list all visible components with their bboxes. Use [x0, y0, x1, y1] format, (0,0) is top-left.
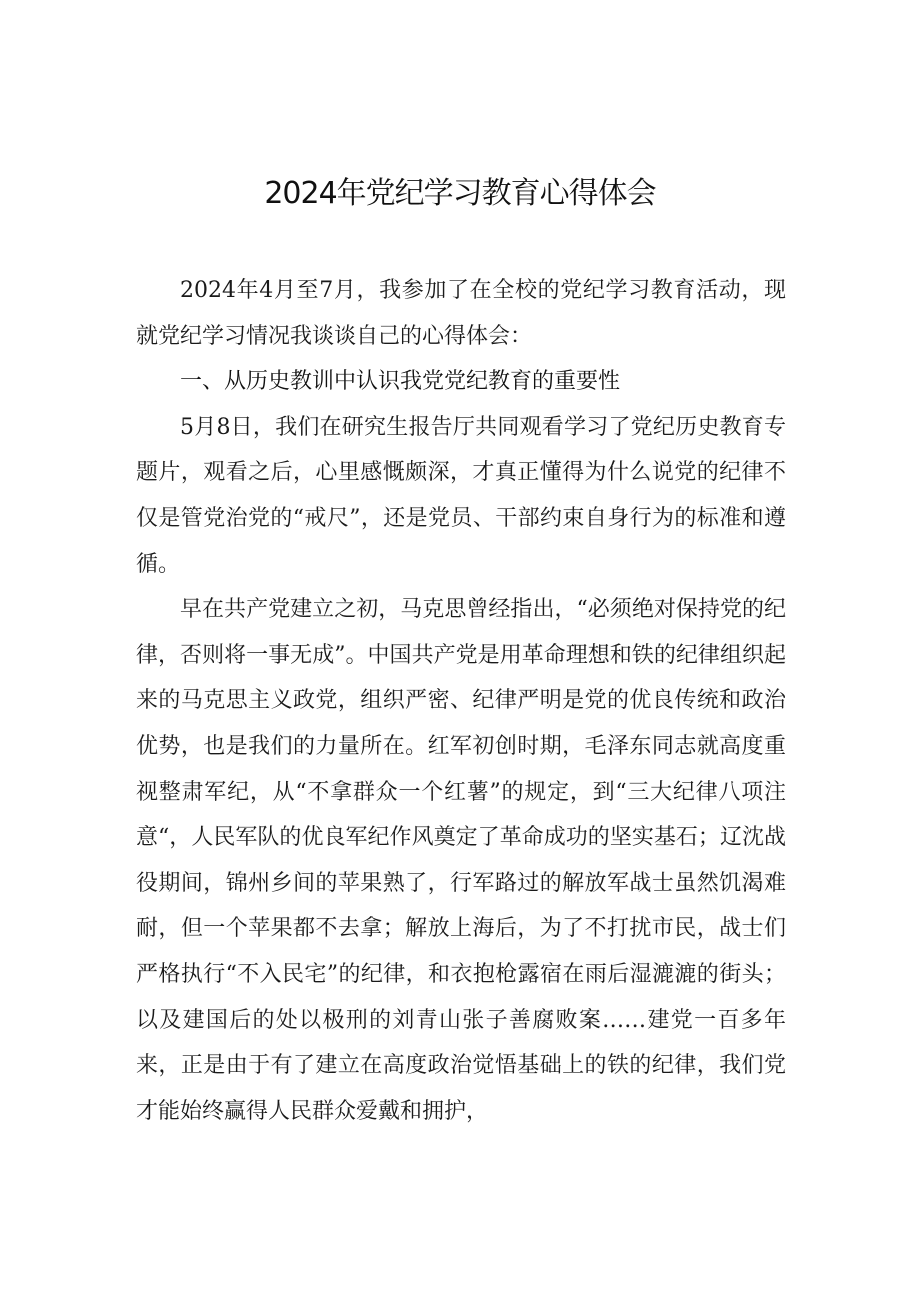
intro-paragraph: 2024年4月至7月，我参加了在全校的党纪学习教育活动，现就党纪学习情况我谈谈自己的心得体会： [136, 278, 786, 349]
document-title: 2024年党纪学习教育心得体会 [264, 176, 656, 211]
body-paragraph-1: 5月8日，我们在研究生报告厅共同观看学习了党纪历史教育专题片，观看之后，心里感慨颇深，才真正懂得为什么说党的纪律不仅是管党治党的“戒尺”，还是党员、干部约束自身行为的标准和遵循。 [136, 414, 786, 577]
body-paragraph-2: 早在共产党建立之初，马克思曾经指出，“必须绝对保持党的纪律，否则将一事无成”。中国共产党是用革命理想和铁的纪律组织起来的马克思主义政党，组织严密、纪律严明是党的优良传统和政治优势，也是我们的力量所在。红军初创时期，毛泽东同志就高度重视整肃军纪，从“不拿群众一个红薯”的规定，到“三大纪律八项注意“，人民军队的优良军纪作风奠定了革命成功的坚实基石；辽沈战役期间，锦州乡间的苹果熟了，行军路过的解放军战士虽然饥渴难耐，但一个苹果都不去拿；解放上海后，为了不打扰市民，战士们严格执行“不入民宅”的纪律，和衣抱枪露宿在雨后湿漉漉的街头；以及建国后的处以极刑的刘青山张子善腐败案……建党一百多年来，正是由于有了建立在高度政治觉悟基础上的铁的纪律，我们党才能始终赢得人民群众爱戴和拥护， [136, 597, 786, 1124]
document-body [136, 268, 786, 1134]
section-heading: 一、从历史教训中认识我党党纪教育的重要性 [180, 369, 621, 395]
